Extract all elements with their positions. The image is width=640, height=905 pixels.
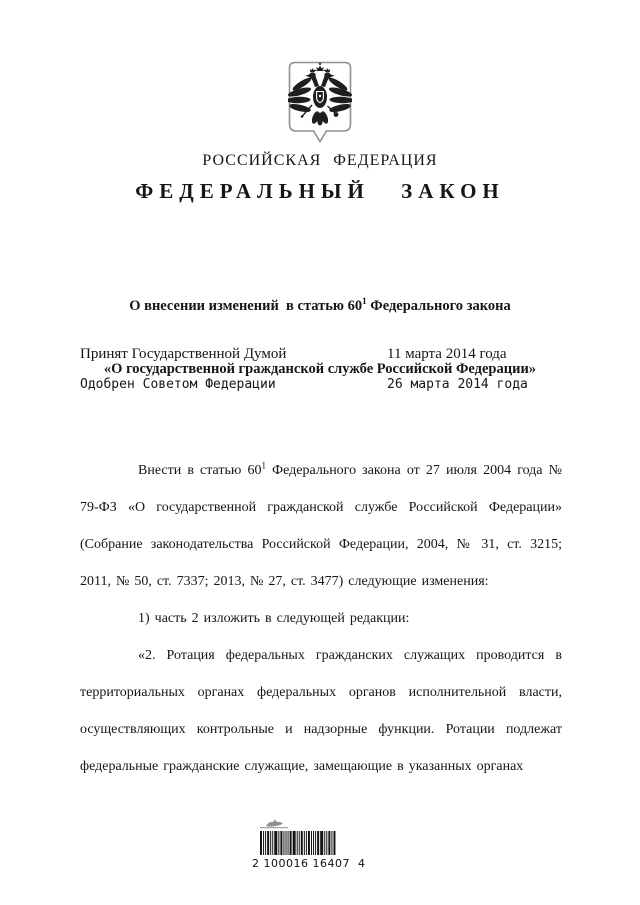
- body-paragraph-2: 1) часть 2 изложить в следующей редакции:: [138, 611, 410, 626]
- barcode-number: 2 100016 16407 4: [252, 857, 366, 870]
- country-heading: РОССИЙСКАЯ ФЕДЕРАЦИЯ: [202, 152, 438, 169]
- law-title-line1-tail: Федерального закона: [366, 298, 511, 314]
- russian-coat-of-arms: [288, 61, 352, 147]
- body-paragraph-1-superscript: 1: [261, 460, 266, 471]
- body-paragraph-1-tail: Федерального закона от 27 июля 2004 года № 79-ФЗ «О государственной гражданской службе Российской Федерации» (Собрание законодательства Российской Федерации, 2004, № 31, ст. 3215; 2011, № 50, ст. 7337; 2013, № 27, ст. 3477) следующие изменения:: [80, 463, 562, 589]
- document-type-heading: ФЕДЕРАЛЬНЫЙ ЗАКОН: [135, 179, 505, 203]
- law-title: [0, 254, 640, 422]
- passed-by-duma-date: 11 марта 2014 года: [387, 346, 507, 362]
- approved-by-council-date: 26 марта 2014 года: [387, 377, 528, 392]
- law-title-line1: [0, 296, 640, 317]
- body-paragraph-1: [80, 452, 562, 600]
- double-headed-eagle-icon: [288, 61, 352, 147]
- barcode-bars: [260, 831, 335, 855]
- law-body: [80, 452, 562, 785]
- law-title-line1-text: О внесении изменений в статью 60: [129, 298, 363, 314]
- ink-smudge: [260, 820, 288, 829]
- law-title-line2: «О государственной гражданской службе Российской Федерации»: [103, 361, 537, 377]
- passed-by-duma-label: Принят Государственной Думой: [80, 346, 287, 362]
- barcode: [252, 818, 348, 860]
- approved-by-council-label: Одобрен Советом Федерации: [80, 377, 276, 392]
- body-paragraph-3: «2. Ротация федеральных гражданских служащих проводится в территориальных органах федеральных органов исполнительной власти, осуществляющих контрольные и надзорные функции. Ротации подлежат федеральные гражданские служащие, замещающие в указанных органах: [80, 648, 562, 774]
- body-paragraph-1-text: Внести в статью 60: [138, 463, 262, 478]
- barcode-icon: [252, 818, 348, 860]
- law-title-superscript: 1: [362, 296, 367, 307]
